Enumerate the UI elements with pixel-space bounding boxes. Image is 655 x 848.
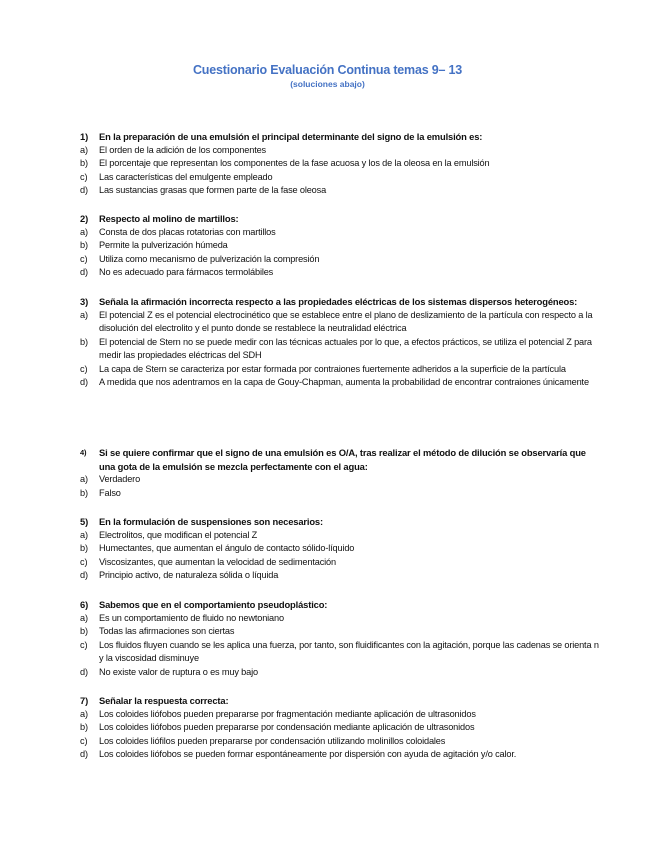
- option-text: No existe valor de ruptura o es muy bajo: [99, 666, 258, 677]
- question-heading: [80, 694, 600, 708]
- option-text: Utiliza como mecanismo de pulverización la compresión: [99, 253, 320, 264]
- answer-option: [80, 363, 600, 377]
- question-heading: [80, 515, 600, 529]
- option-text: Verdadero: [99, 474, 141, 484]
- option-letter: b): [80, 626, 88, 637]
- option-text: Principio activo, de naturaleza sólida o líquida: [99, 570, 279, 581]
- option-letter: d): [80, 666, 88, 677]
- answer-option: [80, 529, 600, 543]
- option-letter: b): [80, 336, 88, 347]
- page-subtitle: (soluciones abajo): [290, 79, 365, 89]
- question-5: [80, 515, 600, 583]
- question-number: 6): [80, 599, 89, 610]
- question-number: 5): [80, 516, 89, 527]
- option-letter: b): [80, 240, 88, 251]
- option-letter: a): [80, 226, 88, 237]
- answer-option: [80, 625, 600, 639]
- option-letter: a): [80, 529, 88, 540]
- option-text: Los coloides liófobos pueden prepararse por condensación mediante aplicación de ultrasonidos: [99, 722, 475, 733]
- question-text: En la formulación de suspensiones son necesarios:: [99, 516, 323, 527]
- answer-option: [80, 748, 600, 762]
- question-number: 4): [80, 448, 87, 457]
- option-text: El porcentaje que representan los componentes de la fase acuosa y los de la oleosa en la emulsión: [99, 158, 490, 169]
- answer-option: [80, 336, 600, 363]
- option-text: Las sustancias grasas que formen parte de la fase oleosa: [99, 185, 327, 196]
- option-letter: d): [80, 267, 88, 278]
- option-text: A medida que nos adentramos en la capa de Gouy-Chapman, aumenta la probabilidad de encontrar contraiones únicamente: [99, 377, 589, 388]
- question-7: [80, 694, 600, 762]
- answer-option: [80, 266, 600, 280]
- answer-options: [80, 309, 600, 391]
- option-text: Los coloides liófilos pueden prepararse por condensación utilizando molinillos coloidales: [99, 735, 446, 746]
- answer-option: [80, 473, 600, 487]
- option-text: Es un comportamiento de fluido no newtoniano: [99, 612, 284, 623]
- option-letter: a): [80, 474, 88, 484]
- answer-option: [80, 639, 600, 666]
- question-3: [80, 295, 600, 390]
- option-letter: b): [80, 487, 88, 498]
- option-letter: c): [80, 639, 88, 650]
- question-heading: [80, 446, 600, 473]
- question-heading: [80, 130, 600, 144]
- answer-option: [80, 226, 600, 240]
- answer-option: [80, 144, 600, 158]
- option-text: Consta de dos placas rotatorias con martillos: [99, 226, 276, 237]
- option-text: La capa de Stern se caracteriza por estar formada por contraiones fuertemente adheridos a la superficie de la partícula: [99, 363, 566, 374]
- answer-option: [80, 666, 600, 680]
- option-letter: b): [80, 543, 88, 554]
- option-letter: a): [80, 612, 88, 623]
- question-heading: [80, 212, 600, 226]
- question-text: Sabemos que en el comportamiento pseudoplástico:: [99, 599, 328, 610]
- option-letter: c): [80, 735, 88, 746]
- question-text: Respecto al molino de martillos:: [99, 213, 239, 224]
- option-text: Viscosizantes, que aumentan la velocidad de sedimentación: [99, 556, 336, 567]
- answer-option: [80, 309, 600, 336]
- answer-option: [80, 487, 600, 501]
- option-letter: b): [80, 158, 88, 169]
- answer-option: [80, 569, 600, 583]
- option-letter: c): [80, 556, 88, 567]
- answer-options: [80, 708, 600, 762]
- option-text: Permite la pulverización húmeda: [99, 240, 228, 251]
- answer-option: [80, 239, 600, 253]
- question-4: [80, 446, 600, 500]
- option-letter: c): [80, 171, 88, 182]
- option-letter: d): [80, 570, 88, 581]
- question-number: 1): [80, 131, 89, 142]
- question-number: 3): [80, 296, 89, 307]
- option-letter: b): [80, 722, 88, 733]
- option-text: Falso: [99, 487, 121, 498]
- option-text: El potencial Z es el potencial electrocinético que se establece entre el plano de deslizamiento de la partícula con respecto a la disolución del electrolito y el punto donde se restablece la neutralidad eléctrica: [99, 309, 593, 334]
- question-2: [80, 212, 600, 280]
- answer-option: [80, 708, 600, 722]
- option-letter: a): [80, 708, 88, 719]
- answer-options: [80, 612, 600, 680]
- option-text: Humectantes, que aumentan el ángulo de contacto sólido-líquido: [99, 543, 355, 554]
- answer-options: [80, 226, 600, 280]
- question-text: Señalar la respuesta correcta:: [99, 695, 229, 706]
- answer-options: [80, 144, 600, 198]
- option-text: El orden de la adición de los componentes: [99, 144, 266, 155]
- question-text: Señala la afirmación incorrecta respecto a las propiedades eléctricas de los sistemas dispersos heterogéneos:: [99, 296, 578, 307]
- question-text: Si se quiere confirmar que el signo de una emulsión es O/A, tras realizar el método de dilución se observaría que una gota de la emulsión se mezcla perfectamente con el agua:: [99, 447, 586, 472]
- question-number: 2): [80, 213, 89, 224]
- answer-options: [80, 529, 600, 583]
- answer-option: [80, 612, 600, 626]
- answer-option: [80, 171, 600, 185]
- answer-option: [80, 253, 600, 267]
- option-letter: c): [80, 253, 88, 264]
- option-letter: a): [80, 309, 88, 320]
- option-text: El potencial de Stern no se puede medir con las técnicas actuales por lo que, a efectos prácticos, se utiliza el potencial Z para medir las propiedades eléctricas del SDH: [99, 336, 592, 361]
- answer-option: [80, 157, 600, 171]
- option-text: Electrolitos, que modifican el potencial Z: [99, 529, 258, 540]
- option-letter: d): [80, 749, 88, 760]
- question-text: En la preparación de una emulsión el principal determinante del signo de la emulsión es:: [99, 131, 483, 142]
- question-heading: [80, 295, 600, 309]
- option-text: Las características del emulgente empleado: [99, 171, 273, 182]
- option-letter: d): [80, 377, 88, 388]
- option-text: Los coloides liófobos se pueden formar espontáneamente por dispersión con ayuda de agitación y/o calor.: [99, 749, 517, 760]
- option-letter: c): [80, 363, 88, 374]
- option-letter: a): [80, 144, 88, 155]
- answer-option: [80, 542, 600, 556]
- question-6: [80, 598, 600, 679]
- answer-option: [80, 721, 600, 735]
- answer-option: [80, 376, 600, 390]
- option-text: No es adecuado para fármacos termolábiles: [99, 267, 274, 278]
- option-letter: d): [80, 185, 88, 196]
- question-heading: [80, 598, 600, 612]
- answer-option: [80, 556, 600, 570]
- answer-option: [80, 735, 600, 749]
- question-1: [80, 130, 600, 198]
- option-text: Los coloides liófobos pueden prepararse por fragmentación mediante aplicación de ultrasonidos: [99, 708, 476, 719]
- page-title: Cuestionario Evaluación Continua temas 9– 13: [192, 63, 463, 77]
- option-text: Los fluidos fluyen cuando se les aplica una fuerza, por tanto, son fluidificantes con la agitación, porque las cadenas se orienta n y la viscosidad disminuye: [99, 639, 599, 664]
- option-text: Todas las afirmaciones son ciertas: [99, 626, 235, 637]
- answer-options: [80, 473, 600, 500]
- question-number: 7): [80, 695, 89, 706]
- answer-option: [80, 184, 600, 198]
